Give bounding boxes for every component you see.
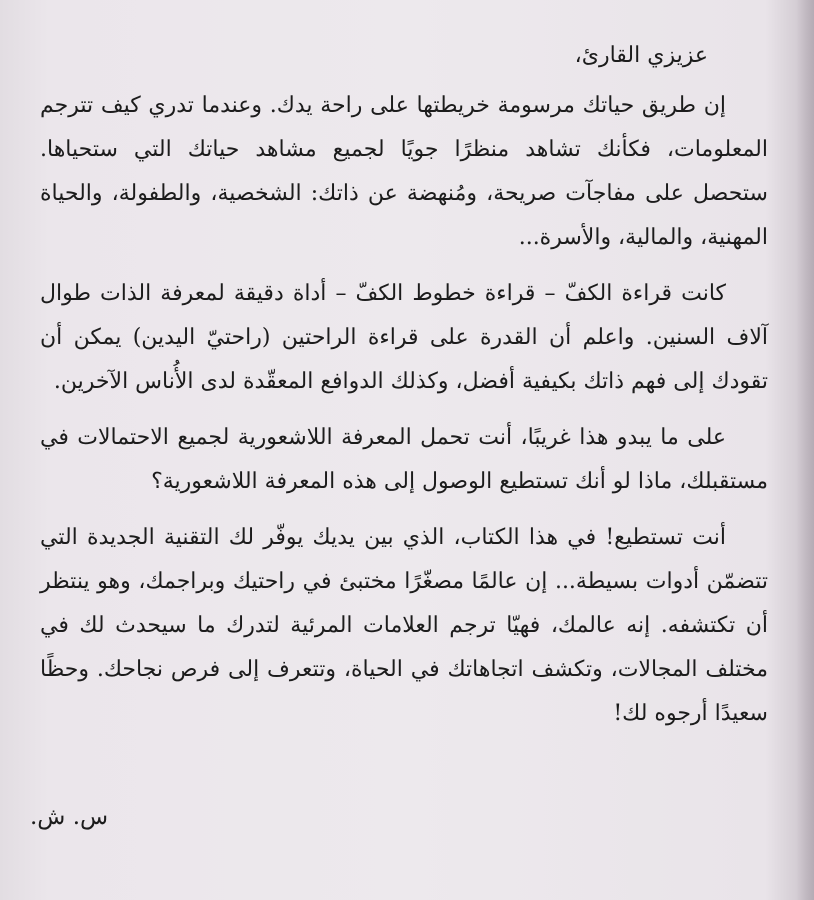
letter-page: [40, 34, 768, 884]
paragraph-1: إن طريق حياتك مرسومة خريطتها على راحة يدك. وعندما تدري كيف تترجم المعلومات، فكأنك تشاهد منظرًا جويًا لجميع مشاهد حياتك التي ستحياها. ستحصل على مفاجآت صريحة، ومُنهضة عن ذاتك: الشخصية، والطفولة، والحياة المهنية، والمالية، والأسرة...: [40, 93, 768, 250]
page-edge-shadow: [796, 0, 814, 900]
paragraph-3: على ما يبدو هذا غريبًا، أنت تحمل المعرفة اللاشعورية لجميع الاحتمالات في مستقبلك، ماذا لو أنك تستطيع الوصول إلى هذه المعرفة اللاشعورية؟: [40, 425, 768, 494]
paragraph-2: كانت قراءة الكفّ – قراءة خطوط الكفّ – أداة دقيقة لمعرفة الذات طوال آلاف السنين. واعلم أن القدرة على قراءة الراحتين (راحتيّ اليدين) يمكن أن تقودك إلى فهم ذاتك بكيفية أفضل، وكذلك الدوافع المعقّدة لدى الأُناس الآخرين.: [40, 281, 768, 394]
letter-signature: س. ش.: [30, 804, 109, 830]
paragraph-4: أنت تستطيع! في هذا الكتاب، الذي بين يديك يوفّر لك التقنية الجديدة التي تتضمّن أدوات بسيطة... إن عالمًا مصغّرًا مختبئ في راحتيك وبراجمك، وهو ينتظر أن تكتشفه. إنه عالمك، فهيّا ترجم العلامات المرئية لتدرك ما سيحدث لك في مختلف المجالات، وتكشف اتجاهاتك في الحياة، وتتعرف إلى فرص نجاحك. وحظًا سعيدًا أرجوه لك!: [40, 525, 768, 726]
letter-greeting: عزيزي القارئ،: [574, 43, 708, 68]
